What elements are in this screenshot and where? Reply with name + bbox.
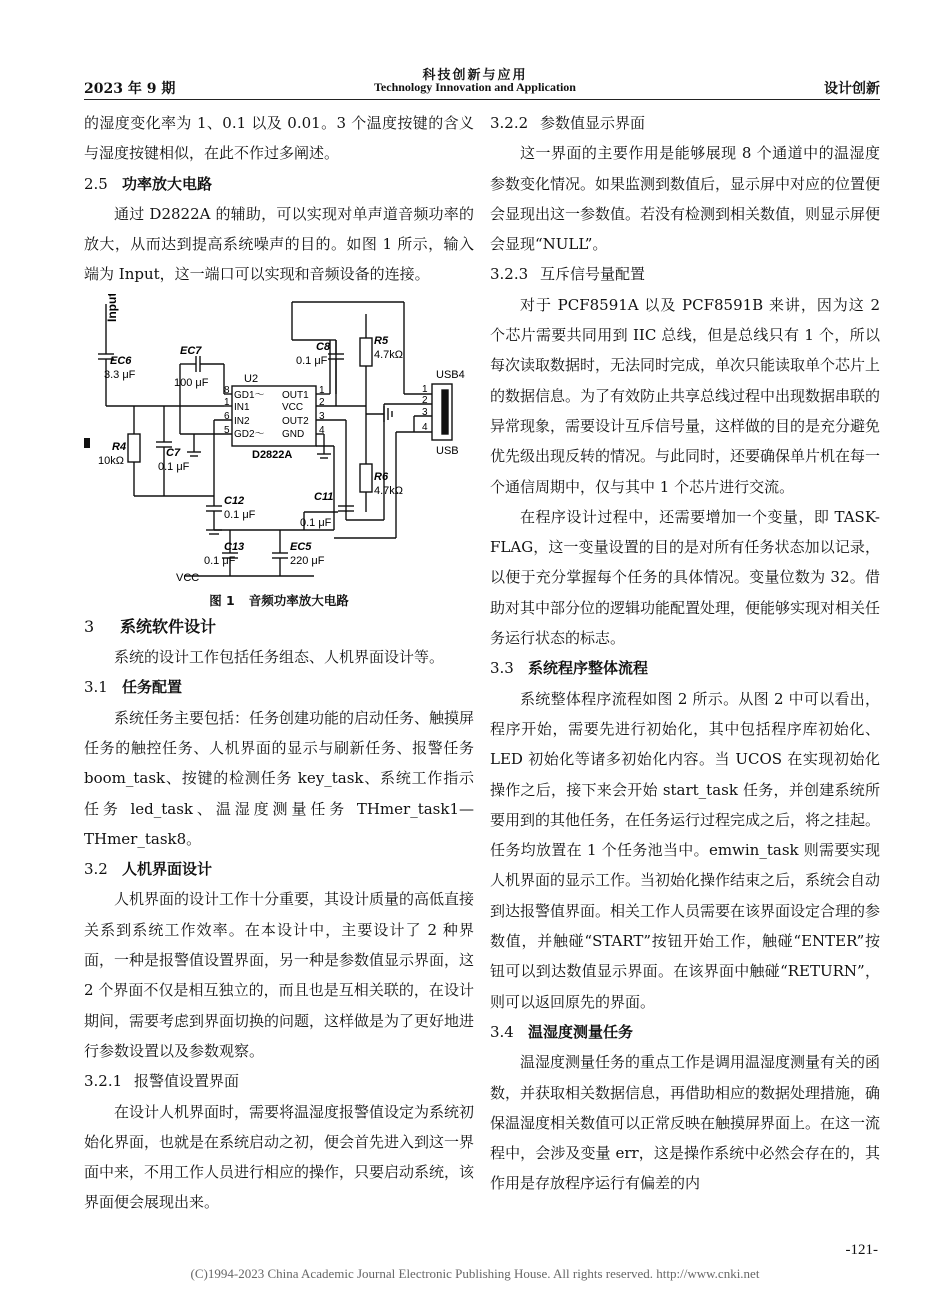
label-input: Input [105, 293, 119, 322]
right-column [490, 108, 880, 1199]
usb-pin: 3 [422, 406, 428, 418]
section-title: 系统软件设计 [120, 616, 217, 636]
paragraph: 通过 D2822A 的辅助，可以实现对单声道音频功率的放大，从而达到提高系统噪声的目的。如图 1 所示，输入端为 Input，这一端口可以实现和音频设备的连接。 [84, 204, 474, 284]
figure-circuit [84, 294, 474, 590]
label-c7-val: 0.1 μF [158, 460, 190, 473]
circuit-diagram [84, 294, 474, 590]
figure-caption-text: 音频功率放大电路 [248, 592, 349, 608]
issue-label: 2023 年 9 期 [84, 81, 176, 97]
pin-in1: IN1 [234, 401, 250, 413]
paragraph: 系统的设计工作包括任务组态、人机界面设计等。 [114, 648, 445, 667]
paragraph: 在程序设计过程中，还需要增加一个变量，即 TASK-FLAG，这一变量设置的目的是对所有任务状态加以记录，以便于充分掌握每个任务的具体情况。变量位数为 32。借助对其中部分位的逻辑功能配置处理，便能够实现对相关任务运行状态的标志。 [490, 507, 881, 648]
section-heading [490, 653, 880, 683]
pin-out2: OUT2 [282, 415, 309, 427]
section-heading [490, 108, 880, 138]
section-heading [84, 612, 474, 642]
section-title: 功率放大电路 [122, 174, 213, 193]
label-c8-val: 0.1 μF [296, 354, 328, 367]
pin-in2: IN2 [234, 415, 250, 427]
label-usb4: USB4 [436, 368, 465, 381]
pin-out1: OUT1 [282, 389, 309, 401]
figure-caption [84, 590, 474, 612]
paragraph: 对于 PCF8591A 以及 PCF8591B 来讲，因为这 2 个芯片需要共同用到 IIC 总线，但是总线只有 1 个，所以每次读取数据时，无法同时完成，单次只能读取单个芯片上的数据信息。为了有效防止共享总线过程中出现数据串联的异常现象，需要设计互斥信号量，这样做的目的是充分避免优先级出现反转的情况。与此同时，还要确保单片机在每一个通信周期中，仅与其中 1 个芯片进行交流。 [490, 295, 881, 496]
label-u2: U2 [244, 372, 259, 385]
page-number: -121- [845, 1242, 878, 1258]
label-c12-val: 0.1 μF [224, 508, 256, 521]
section-title: 系统程序整体流程 [528, 659, 649, 678]
section-number: 3.2.1 [84, 1072, 123, 1091]
paragraph: 系统任务主要包括：任务创建功能的启动任务、触摸屏任务的触控任务、人机界面的显示与刷新任务、报警任务 boom_task、按键的检测任务 key_task、系统工作指示任务 led_task、温湿度测量任务 THmer_task1—THmer_task8。 [84, 708, 475, 848]
section-heading [84, 672, 474, 702]
paragraph: 温湿度测量任务的重点工作是调用温湿度测量有关的函数，并获取相关数据信息，再借助相应的数据处理措施，确保温湿度相关数值可以正常反映在触摸屏界面上。在这一流程中，会涉及变量 err，这是操作系统中必然会存在的，其作用是存放程序运行有偏差的内 [490, 1053, 881, 1193]
pin-vcc: VCC [282, 401, 304, 413]
label-ec7: EC7 [180, 344, 202, 357]
paragraph: 在设计人机界面时，需要将温湿度报警值设定为系统初始化界面，也就是在系统启动之初，便会首先进入到这一界面中来，不用工作人员进行相应的操作，只要启动系统，该界面便会展现出来。 [84, 1102, 475, 1212]
label-c13: C13 [224, 540, 245, 553]
section-title: 参数值显示界面 [540, 114, 646, 132]
pin-gd2: GD2～ [234, 428, 265, 440]
pin-gd1: GD1～ [234, 389, 265, 401]
copyright-footer: (C)1994-2023 China Academic Journal Electronic Publishing House. All rights reserved. http://www.cnki.net [190, 1266, 760, 1281]
paragraph: 系统整体程序流程如图 2 所示。从图 2 中可以看出，程序开始，需要先进行初始化，其中包括程序库初始化、LED 初始化等诸多初始化内容。当 UCOS 在实现初始化操作之后，接下来会开始 start_task 任务，并创建系统所要用到的其他任务，在任务运行过程完成之后，将之挂起。任务均放置在 1 个任务池当中。emwin_task 则需要实现人机界面的显示工作。当初始化操作结束之后，系统会自动到达报警值界面。相关工作人员需要在该界面设定合理的参数值，并触碰“START”按钮开始工作，触碰“ENTER”按钮可以到达数值显示界面。在该界面中触碰“RETURN”，则可以返回原先的界面。 [490, 689, 881, 1011]
label-ec7-val: 100 μF [174, 376, 209, 389]
label-c7: C7 [166, 446, 181, 459]
section-heading [84, 1066, 474, 1096]
usb-pin: 4 [422, 421, 428, 433]
section-number: 3.1 [84, 678, 108, 697]
section-title: 任务配置 [122, 678, 183, 697]
journal-title-cn: 科技创新与应用 [422, 68, 528, 83]
section-label: 设计创新 [824, 81, 880, 97]
figure-number: 图 1 [209, 592, 235, 608]
section-title: 互斥信号量配置 [540, 265, 646, 284]
pin-num-left: 5 [224, 424, 230, 436]
section-heading [84, 854, 474, 884]
pin-num-left: 6 [224, 410, 230, 422]
usb-pin: 1 [422, 383, 428, 395]
label-r5-val: 4.7kΩ [374, 348, 404, 361]
section-title: 温湿度测量任务 [528, 1022, 634, 1041]
section-heading [84, 169, 474, 199]
label-c12: C12 [224, 494, 245, 507]
label-r4-val: 10kΩ [98, 454, 124, 467]
pin-num-left: 1 [224, 396, 230, 408]
section-number: 3.2 [84, 860, 108, 879]
section-number: 2.5 [84, 174, 108, 193]
input-marker-icon [84, 438, 90, 448]
label-c11: C11 [314, 490, 334, 503]
label-r4: R4 [112, 440, 127, 453]
section-number: 3.2.3 [490, 265, 529, 284]
pin-num-right: 2 [319, 396, 325, 408]
label-c13-val: 0.1 μF [204, 554, 236, 567]
left-column [84, 108, 474, 1218]
section-number: 3.4 [490, 1022, 514, 1041]
label-c11-val: 0.1 μF [300, 516, 332, 529]
section-title: 报警值设置界面 [134, 1072, 240, 1091]
pin-num-left: 8 [224, 384, 230, 396]
section-number: 3.2.2 [490, 114, 529, 132]
section-heading [490, 1017, 880, 1047]
section-title: 人机界面设计 [122, 860, 213, 879]
pin-gnd: GND [282, 428, 305, 440]
usb-pin: 2 [422, 394, 428, 406]
label-ec6: EC6 [110, 354, 132, 367]
label-ec5: EC5 [290, 540, 312, 553]
section-heading [490, 259, 880, 289]
label-vcc: VCC [176, 571, 200, 584]
label-chip: D2822A [252, 448, 293, 461]
pin-num-right: 1 [319, 384, 325, 396]
section-number: 3.3 [490, 659, 514, 678]
pin-num-right: 4 [319, 424, 325, 436]
label-r5: R5 [374, 334, 389, 347]
label-usb: USB [436, 444, 459, 457]
header-rule [84, 99, 880, 100]
paragraph: 人机界面的设计工作十分重要，其设计质量的高低直接关系到系统工作效率。在本设计中，主要设计了 2 种界面，一种是报警值设置界面，另一种是参数值显示界面，这 2 个界面不仅是相互独立的，而且也是互相关联的，在设计期间，需要考虑到界面切换的问题，这样做是为了更好地进行参数设置以及参数观察。 [84, 890, 475, 1060]
paragraph: 的湿度变化率为 1、0.1 以及 0.01。3 个温度按键的含义与湿度按键相似，在此不作过多阐述。 [84, 114, 474, 163]
label-c8: C8 [316, 340, 331, 353]
label-r6: R6 [374, 470, 389, 483]
label-ec6-val: 3.3 μF [104, 368, 136, 381]
paragraph: 这一界面的主要作用是能够展现 8 个通道中的温湿度参数变化情况。如果监测到数值后，显示屏中对应的位置便会显现出这一参数值。若没有检测到相关数值，则显示屏便会显现“NULL”。 [490, 144, 881, 254]
label-r6-val: 4.7kΩ [374, 484, 404, 497]
pin-num-right: 3 [319, 410, 325, 422]
label-ec5-val: 220 μF [290, 554, 325, 567]
journal-title-en: Technology Innovation and Application [374, 80, 576, 94]
section-number: 3 [84, 616, 95, 636]
